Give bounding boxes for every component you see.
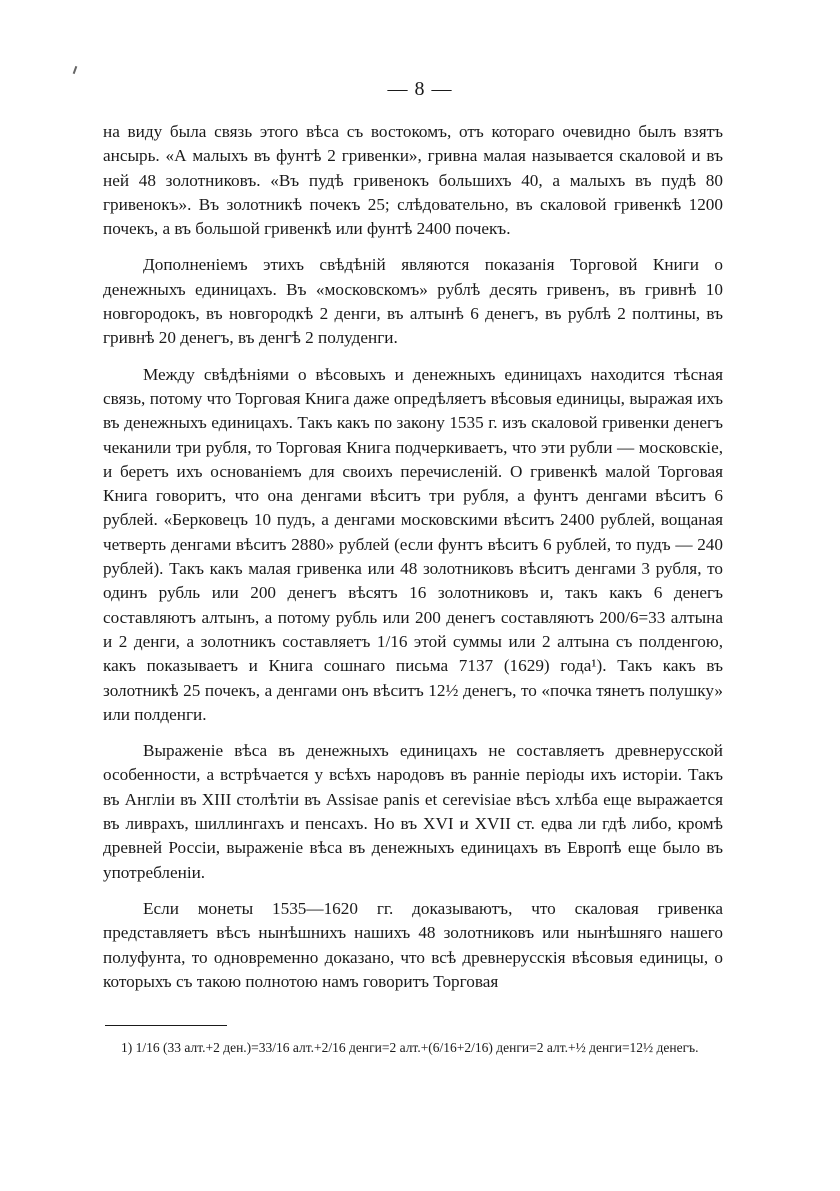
body-text [103, 120, 723, 1006]
page-number: — 8 — [387, 78, 453, 100]
paragraph-1: на виду была связь этого вѣса съ востокомъ, отъ котораго очевидно былъ взятъ ансырь. «А малыхъ въ фунтѣ 2 гривенки», гривна малая называется скаловой и въ ней 48 золотниковъ. «Въ пудѣ гривенокъ большихъ 40, а малыхъ въ пудѣ 80 гривенокъ». Въ золотникѣ почекъ 25; слѣдовательно, въ скаловой гривенкѣ 1200 почекъ, а въ большой гривенкѣ или фунтѣ 2400 почекъ. [103, 122, 723, 239]
paragraph-4: Выраженіе вѣса въ денежныхъ единицахъ не составляетъ древнерусской особенности, а встрѣчается у всѣхъ народовъ въ ранніе періоды ихъ исторіи. Такъ въ Англіи въ XIII столѣтіи въ Assisae panis et cerevisiae вѣсъ хлѣба еще выражается въ ливрахъ, шиллингахъ и пенсахъ. Но въ XVI и XVII ст. едва ли гдѣ либо, кромѣ древней Россіи, выраженіе вѣса въ денежныхъ единицахъ въ Европѣ еще было въ употребленіи. [103, 741, 723, 882]
footnote-divider [105, 1025, 227, 1026]
paragraph-5: Если монеты 1535—1620 гг. доказываютъ, что скаловая гривенка представляетъ вѣсъ нынѣшнихъ нашихъ 48 золотниковъ или нынѣшняго нашего полуфунта, то одновременно доказано, что всѣ древнерусскія вѣсовыя единицы, о которыхъ съ такою полнотою намъ говоритъ Торговая [103, 898, 723, 991]
scan-mark [73, 66, 78, 74]
paragraph-3: Между свѣдѣніями о вѣсовыхъ и денежныхъ единицахъ находится тѣсная связь, потому что Торговая Книга даже опредѣляетъ вѣсовыя единицы, выражая ихъ въ денежныхъ единицахъ. Такъ какъ по закону 1535 г. изъ скаловой гривенки денегъ чеканили три рубля, то Торговая Книга подчеркиваетъ, что эти рубли — московскіе, и беретъ ихъ основаніемъ для своихъ перечисленій. О гривенкѣ малой Торговая Книга говоритъ, что она денгами вѣситъ три рубля, а фунтъ денгами вѣситъ 6 рублей. «Берковецъ 10 пудъ, а денгами московскими вѣситъ 2400 рублей, вощаная четверть денгами вѣситъ 2880» рублей (если фунтъ вѣситъ 6 рублей, то пудъ — 240 рублей). Такъ какъ малая гривенка или 48 золотниковъ вѣситъ денгами 3 рубля, то одинъ рубль или 200 денегъ вѣсятъ 16 золотниковъ и, такъ какъ 6 денегъ составляютъ алтынъ, а потому рубль или 200 денегъ составляютъ 200/6=33 алтына и 2 денги, а золотникъ составляетъ 1/16 этой суммы или 2 алтына съ полденгою, какъ показываетъ и Книга сошнаго письма 7137 (1629) года¹). Такъ какъ въ золотникѣ 25 почекъ, а денгами онъ вѣситъ 12½ денегъ, то «почка тянетъ полушку» или полденги. [103, 364, 723, 724]
paragraph-2: Дополненіемъ этихъ свѣдѣній являются показанія Торговой Книги о денежныхъ единицахъ. Въ «московскомъ» рублѣ десять гривенъ, въ гривнѣ 10 новгородокъ, въ новгородкѣ 2 денги, въ алтынѣ 6 денегъ, въ рублѣ 2 полтины, въ гривнѣ 20 денегъ, въ денгѣ 2 полуденги. [103, 255, 723, 348]
footnote: 1) 1/16 (33 алт.+2 ден.)=33/16 алт.+2/16 денги=2 алт.+(6/16+2/16) денги=2 алт.+½ денги=12½ денегъ. [121, 1040, 699, 1055]
